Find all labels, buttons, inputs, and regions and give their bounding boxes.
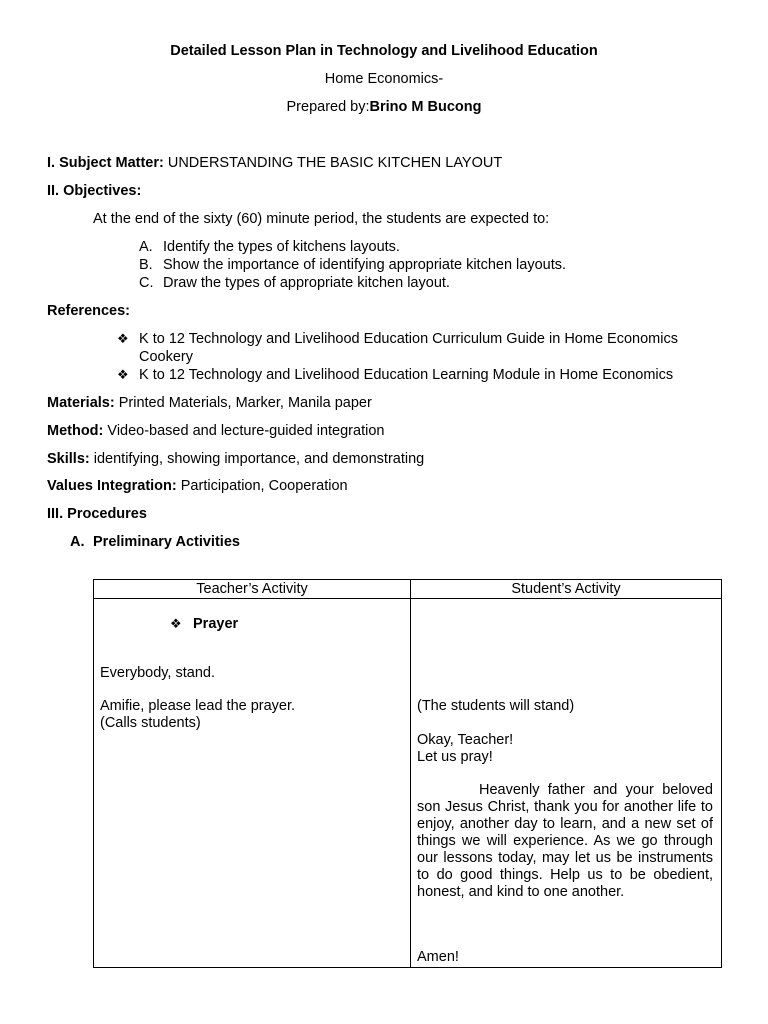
teacher-activity-header: Teacher’s Activity: [94, 580, 411, 599]
student-line: (The students will stand): [417, 698, 575, 714]
table-row: [94, 599, 722, 968]
teacher-activity-cell: [94, 599, 411, 968]
subject-matter-value: UNDERSTANDING THE BASIC KITCHEN LAYOUT: [167, 155, 503, 171]
subject-matter: [47, 154, 502, 172]
prepared-by-name: Brino M Bucong: [369, 99, 482, 115]
reference-item: ❖ K to 12 Technology and Livelihood Education Curriculum Guide in Home Economics: [117, 331, 678, 347]
teacher-line: Everybody, stand.: [100, 665, 215, 681]
student-line: Okay, Teacher!: [417, 732, 514, 748]
values-integration: Values Integration: Participation, Cooperation: [47, 478, 348, 494]
student-line: Amen!: [417, 949, 459, 965]
subject-matter-label: I. Subject Matter:: [47, 155, 164, 171]
document-subtitle: Home Economics-: [324, 71, 444, 87]
diamond-bullet-icon: ❖: [170, 616, 182, 631]
objectives-intro: At the end of the sixty (60) minute period, the students are expected to:: [93, 211, 550, 227]
document-title: Detailed Lesson Plan in Technology and Livelihood Education: [170, 43, 598, 59]
objective-item: B. Show the importance of identifying appropriate kitchen layouts.: [139, 257, 567, 273]
student-activity-header: Student’s Activity: [411, 580, 722, 599]
student-line: Let us pray!: [417, 749, 493, 765]
preliminary-activities-heading: A. Preliminary Activities: [70, 534, 240, 550]
prepared-by: [0, 98, 768, 116]
objective-item: A. Identify the types of kitchens layouts.: [139, 239, 400, 255]
teacher-line: Amifie, please lead the prayer.: [100, 698, 296, 714]
teacher-line: (Calls students): [100, 715, 201, 731]
table-header-row: [94, 580, 722, 599]
reference-item: ❖ K to 12 Technology and Livelihood Education Learning Module in Home Economics: [117, 367, 674, 383]
method: Method: Video-based and lecture-guided integration: [47, 423, 385, 439]
prayer-text: Heavenly father and your beloved son Jesus Christ, thank you for another life to enjoy, another day to learn, and a new set of things we will experience. As we go through our lessons today, may let us be instruments to do good things. Help us to be obedient, honest, and kind to one another.: [417, 782, 713, 900]
references-heading: References:: [47, 303, 131, 319]
objective-item: C. Draw the types of appropriate kitchen layout.: [139, 275, 450, 291]
materials: Materials: Printed Materials, Marker, Manila paper: [47, 395, 372, 411]
diamond-bullet-icon: ❖: [117, 331, 129, 346]
prayer-heading: ❖ Prayer: [170, 616, 239, 632]
procedures-heading: III. Procedures: [47, 506, 147, 522]
objectives-heading: II. Objectives:: [47, 183, 142, 199]
diamond-bullet-icon: ❖: [117, 367, 129, 382]
student-activity-cell: [411, 599, 722, 968]
prepared-by-label: Prepared by:: [286, 99, 370, 115]
skills: Skills: identifying, showing importance, and demonstrating: [47, 451, 425, 467]
activity-table: [93, 579, 722, 968]
reference-item-continuation: Cookery: [139, 349, 193, 365]
